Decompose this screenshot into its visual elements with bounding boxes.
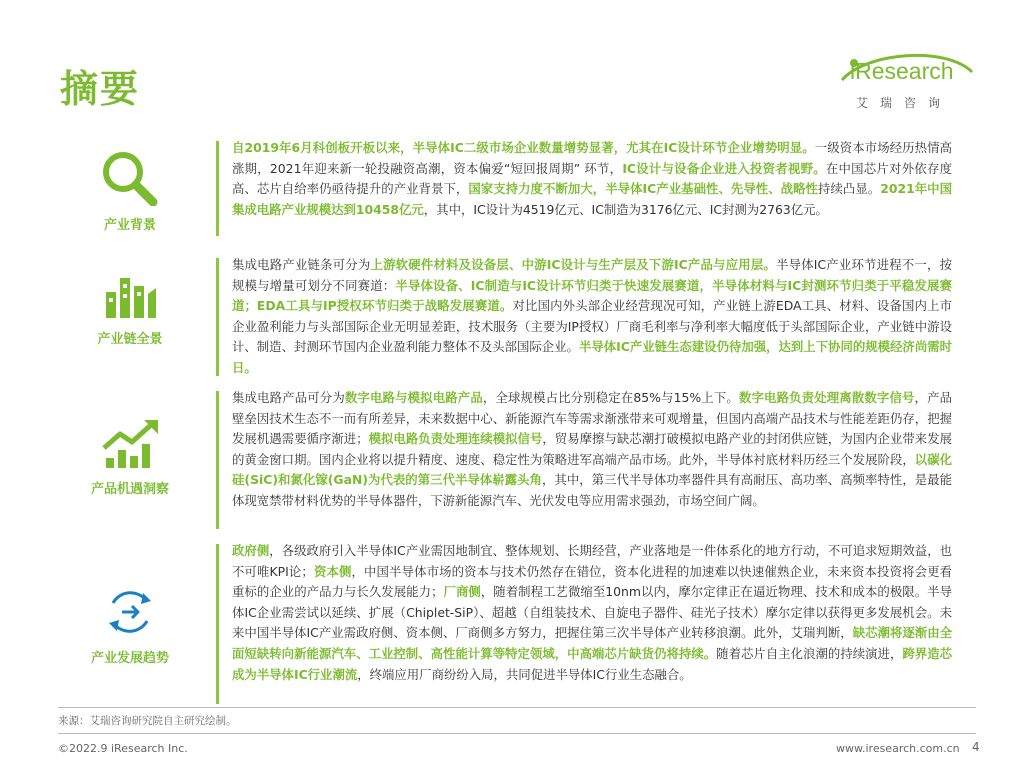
highlight-text: 半导体IC产业链生态建设仍待加强，达到上下协同的规模经济尚需时日。 <box>232 339 953 375</box>
section-label: 产业链全景 <box>97 332 163 347</box>
page-title: 摘要 <box>60 67 141 111</box>
page-number: 4 <box>972 740 980 754</box>
industry-chain-icon <box>102 270 158 320</box>
section-divider-bar <box>216 141 219 236</box>
source-note: 来源：艾瑞咨询研究院自主研究绘制。 <box>58 715 237 727</box>
highlight-text: 模拟电路负责处理连续模拟信号 <box>368 431 543 447</box>
section-product-insight <box>70 418 190 497</box>
highlight-text: 缺芯潮将逐渐由全面短缺转向新能源汽车、工业控制、高性能计算等特定领域，中高端芯片缺货仍将持续。 <box>232 625 953 661</box>
section-paragraph <box>232 388 952 512</box>
highlight-text: 以碳化硅(SiC)和氮化镓(GaN)为代表的第三代半导体崭露头角 <box>232 451 953 488</box>
body-text: ，其中，第三代半导体功率器件具有高耐压、高功率、高频率特性，是最能体现宽禁带材料优势的半导体器件，下游新能源汽车、光伏发电等应用需求强劲，市场空间广阔。 <box>232 472 952 508</box>
highlight-text: 半导体设备、IC制造与IC设计环节归类于快速发展赛道，半导体材料与IC封测环节归类于平稳发展赛道；EDA工具与IP授权环节归类于战略发展赛道。 <box>232 277 952 314</box>
body-text: 集成电路产品可分为 <box>232 390 345 405</box>
logo-word: iResearch <box>850 58 954 84</box>
highlight-text: 数字电路负责处理离散数字信号 <box>738 390 915 405</box>
source-divider <box>58 707 976 708</box>
body-text: ，中国半导体市场的资本与技术仍然存在错位，资本化进程的加速难以快速催熟企业，未来资本投资将会更看重标的企业的产品力与长久发展能力； <box>232 563 953 600</box>
highlight-text: 厂商侧 <box>443 584 481 600</box>
body-text: 随着芯片自主化浪潮的持续演进， <box>716 645 903 661</box>
body-text: 在中国芯片对外依存度高、芯片自给率仍亟待提升的产业背景下， <box>232 160 953 197</box>
body-text: ，全球规模占比分别稳定在85%与15%上下。 <box>482 390 739 405</box>
section-label: 产业背景 <box>103 218 156 233</box>
highlight-text: IC设计与设备企业进入投资者视野。 <box>622 160 826 176</box>
highlight-text: 国家支持力度不断加大，半导体IC产业基础性、先导性、战略性 <box>468 181 818 197</box>
body-text: 一级资本市场经历热情高涨期，2021年迎来新一轮投融资高潮，资本偏爱“短回报周期” 环节， <box>232 140 953 176</box>
footer-divider <box>58 733 976 734</box>
section-paragraph <box>232 255 952 379</box>
section-paragraph <box>232 541 952 685</box>
iresearch-logo <box>836 50 976 120</box>
section-paragraph <box>232 138 952 220</box>
copyright: ©2022.9 iResearch Inc. <box>58 742 188 755</box>
section-industry-chain <box>70 270 190 347</box>
body-text: 集成电路产业链条可分为 <box>232 257 371 272</box>
trend-cycle-icon <box>103 585 157 639</box>
section-divider-bar <box>216 391 219 529</box>
body-text: ，贸易摩擦与缺芯潮打破模拟电路产业的封闭供应链，为国内企业带来发展的黄金窗口期。国内企业将以提升精度、速度、稳定性为策略进军高端产品市场。此外，半导体衬底材料历经三个发展阶段， <box>232 431 953 467</box>
magnifier-icon <box>99 150 161 206</box>
highlight-text: 资本侧 <box>313 563 352 579</box>
section-background <box>70 150 190 233</box>
highlight-text: 自2019年6月科创板开板以来，半导体IC二级市场企业数量增势显著，尤其在IC设计环节企业增势明显。 <box>232 140 815 155</box>
section-divider-bar <box>216 258 219 376</box>
highlight-text: 2021年中国集成电路产业规模达到10458亿元 <box>232 181 953 217</box>
section-development-trend <box>70 585 190 666</box>
body-text: ，产品壁垒因技术生态不一而有所差异，未来数据中心、新能源汽车等需求渐涨带来可观增量，但国内高端产品技术与性能差距仍存，把握发展机遇需要循序渐进； <box>232 390 953 447</box>
body-text: 半导体IC产业环节进程不一，按规模与增量可划分不同赛道： <box>232 257 952 293</box>
logo-subtitle: 艾瑞咨询 <box>856 96 953 110</box>
body-text: ，各级政府引入半导体IC产业需因地制宜、整体规划、长期经营，产业落地是一件体系化的地方行动，不可追求短期效益，也不可唯KPI论； <box>232 543 952 579</box>
body-text: 对比国内外头部企业经营现况可知，产业链上游EDA工具、材料、设备国内上市企业盈利能力与头部国际企业无明显差距，技术服务（主要为IP授权）厂商毛利率与净利率大幅度低于头部国际企业，产业链中游设计、制造、封测环节国内企业盈利能力整体不及头部国际企业。 <box>232 298 952 355</box>
section-label: 产品机遇洞察 <box>90 482 169 497</box>
website-link[interactable]: www.iresearch.com.cn <box>836 742 960 755</box>
highlight-text: 政府侧 <box>232 543 270 558</box>
growth-chart-icon <box>100 418 160 470</box>
body-text: ，终端应用厂商纷纷入局，共同促进半导体IC行业生态融合。 <box>357 666 692 682</box>
section-label: 产业发展趋势 <box>90 651 169 666</box>
body-text: 持续凸显。 <box>818 181 881 197</box>
body-text: ，其中，IC设计为4519亿元、IC制造为3176亿元、IC封测为2763亿元。 <box>423 201 828 217</box>
highlight-text: 数字电路与模拟电路产品 <box>344 390 483 405</box>
highlight-text: 上游软硬件材料及设备层、中游IC设计与生产层及下游IC产品与应用层。 <box>370 257 777 272</box>
highlight-text: 跨界造芯成为半导体IC行业潮流 <box>232 645 953 682</box>
section-divider-bar <box>216 544 219 704</box>
body-text: ，随着制程工艺微缩至10nm以内，摩尔定律正在逼近物理、技术和成本的极限。半导体IC企业需尝试以延续、扩展（Chiplet-SiP）、超越（自组装技术、自旋电子器件、硅光子技术）摩尔定律以获得更多发展机会。未来中国半导体IC产业需政府侧、资本侧、厂商侧多方努力，把握住第三次半导体产业转移浪潮。此外，艾瑞判断， <box>232 584 953 641</box>
